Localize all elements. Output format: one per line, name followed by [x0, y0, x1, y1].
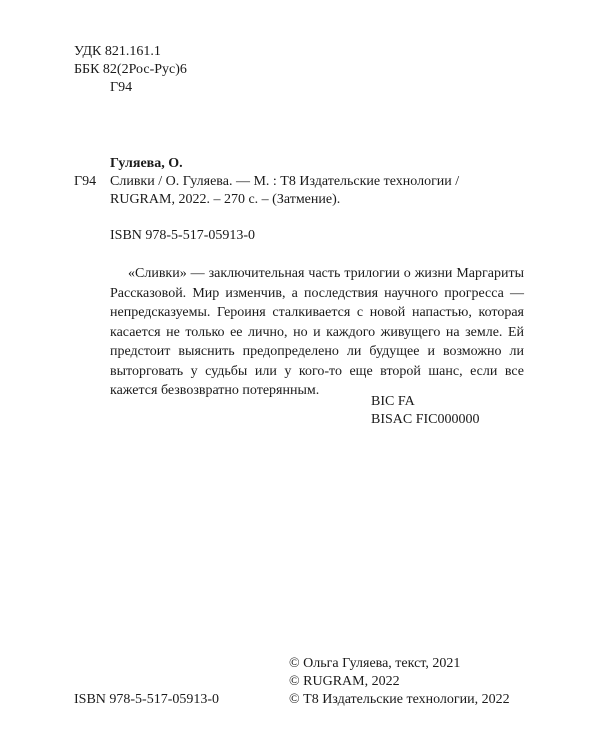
author-mark: Г94	[110, 80, 133, 95]
entry-author-mark: Г94	[74, 174, 97, 189]
author-heading: Гуляева, О.	[110, 156, 183, 171]
copyright-line: © Т8 Издательские технологии, 2022	[289, 692, 510, 707]
annotation-paragraph: «Сливки» — заключительная часть трилогии о жизни Маргариты Рассказовой. Мир изменчив, а последствия научного прогресса — непредсказуемы. Героиня сталкивается с новой напастью, которая касается не только ее лично, но и каждого живущего на земле. Ей предстоит выяснить предопределено ли будущее и возможно ли выторговать у судьбы или у кого-то еще второй шанс, если все кажется безвозвратно потерянным.	[110, 266, 524, 398]
isbn: ISBN 978-5-517-05913-0	[110, 228, 256, 243]
isbn-bottom: ISBN 978-5-517-05913-0	[74, 692, 220, 707]
copyright-line: © RUGRAM, 2022	[289, 674, 400, 689]
udk-code: УДК 821.161.1	[74, 44, 161, 59]
bibliographic-line-1: Сливки / О. Гуляева. — М. : Т8 Издательские технологии /	[110, 174, 460, 189]
bic-code: BIC FA	[371, 394, 415, 409]
bibliographic-line-2: RUGRAM, 2022. – 270 с. – (Затмение).	[110, 192, 341, 207]
bisac-code: BISAC FIC000000	[371, 412, 480, 427]
bbk-code: ББК 82(2Рос-Рус)6	[74, 62, 187, 77]
copyright-line: © Ольга Гуляева, текст, 2021	[289, 656, 461, 671]
